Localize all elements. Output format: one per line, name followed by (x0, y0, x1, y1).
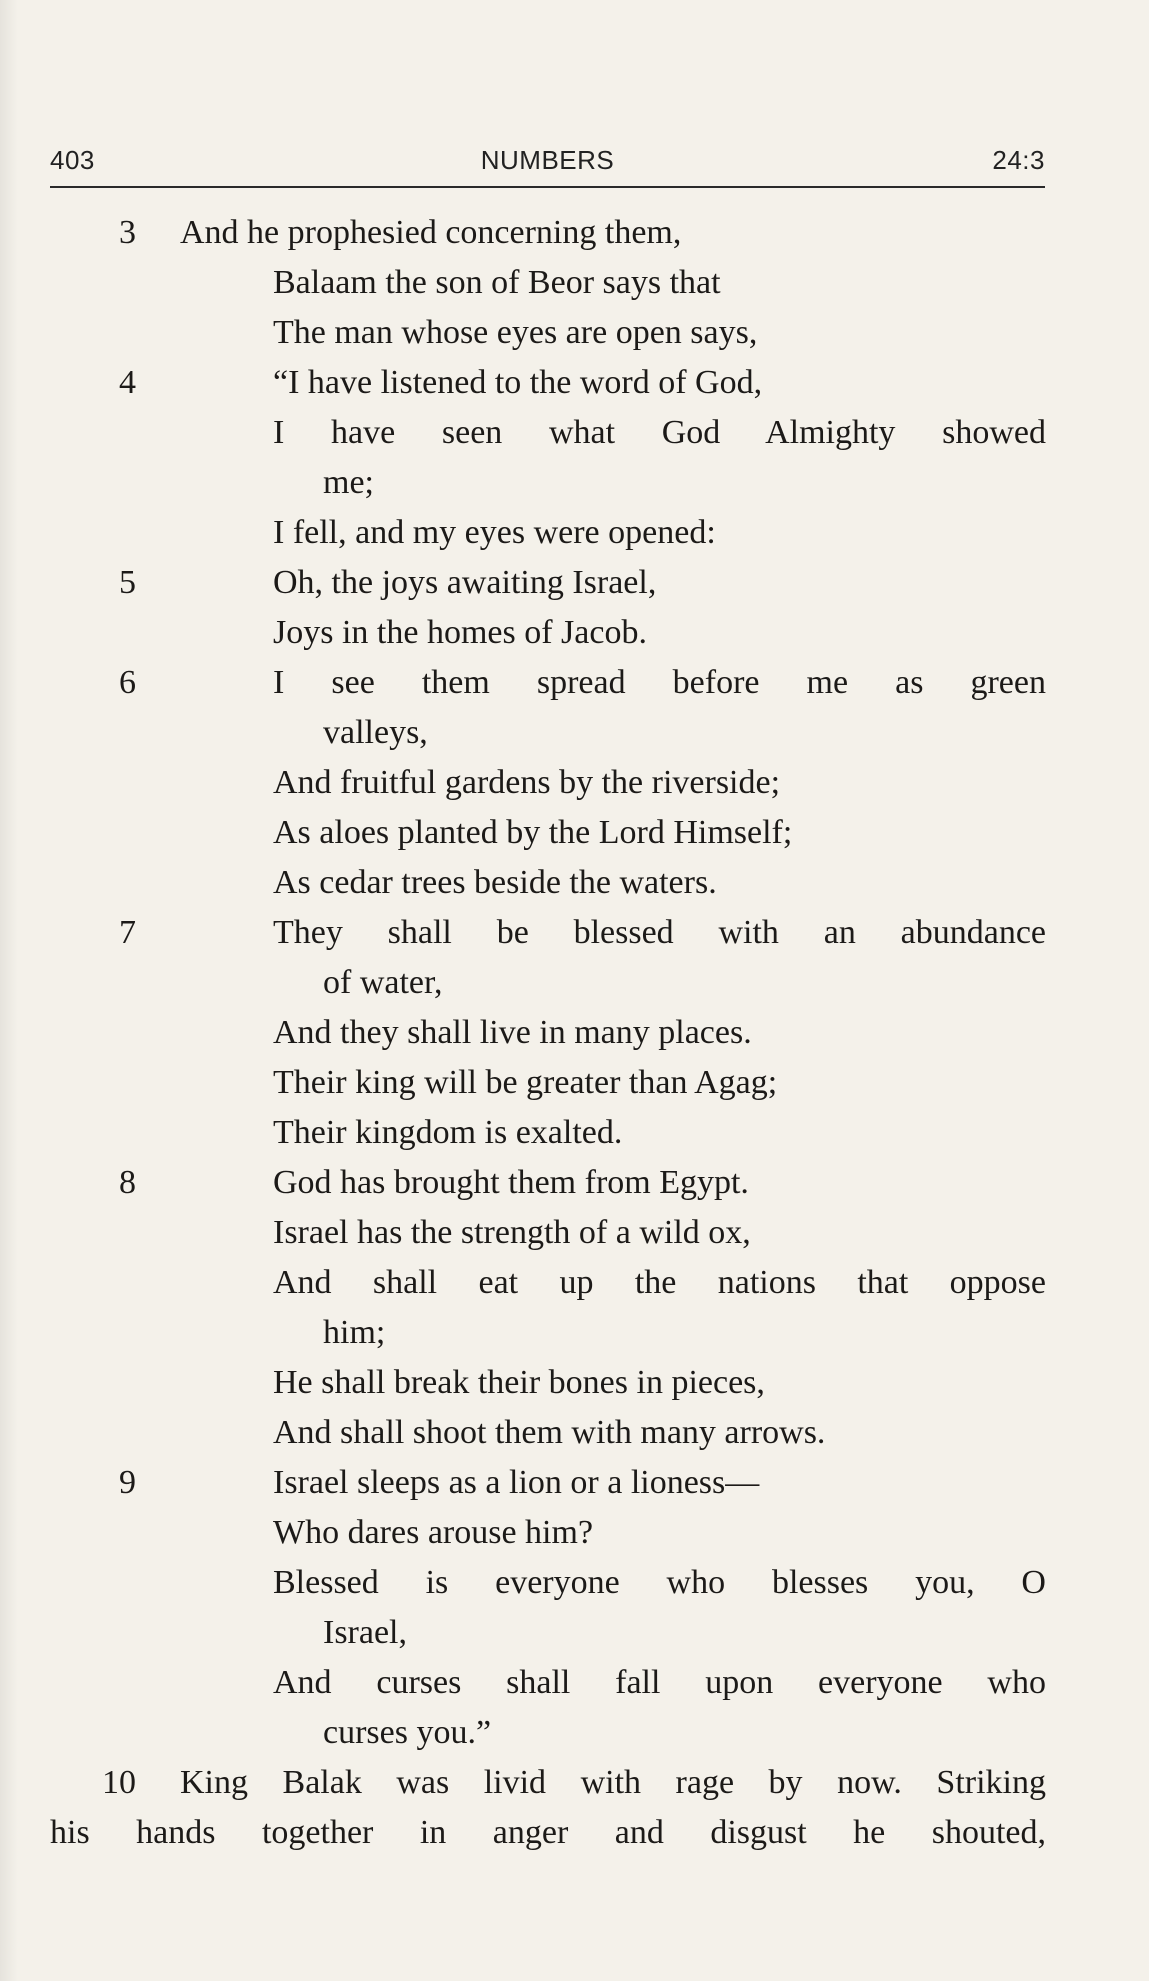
running-header (50, 145, 1045, 181)
verse-line: And shall shoot them with many arrows. (273, 1414, 826, 1451)
verse-number-8: 8 (119, 1164, 136, 1201)
verse-line-continuation: curses you.” (323, 1714, 492, 1751)
verse-line: As aloes planted by the Lord Himself; (273, 814, 793, 851)
verse-line: Their kingdom is exalted. (273, 1114, 623, 1151)
verse-line: They shall be blessed with an abundance (273, 914, 1046, 951)
verse-line: And he prophesied concerning them, (180, 214, 682, 251)
page-number: 403 (50, 145, 95, 175)
verse-line: Israel has the strength of a wild ox, (273, 1214, 751, 1251)
verse-line: Israel sleeps as a lion or a lioness— (273, 1464, 760, 1501)
verse-line: Balaam the son of Beor says that (273, 264, 721, 301)
verse-line-continuation: Israel, (323, 1614, 408, 1651)
verse-number-7: 7 (119, 914, 136, 951)
verse-line: I fell, and my eyes were opened: (273, 514, 716, 551)
verse-line: I have seen what God Almighty showed (273, 414, 1046, 451)
verse-number-9: 9 (119, 1464, 136, 1501)
verse-line: Oh, the joys awaiting Israel, (273, 564, 657, 601)
book-title: NUMBERS (480, 145, 615, 175)
verse-line: “I have listened to the word of God, (273, 364, 763, 401)
verse-line: The man whose eyes are open says, (273, 314, 758, 351)
verse-line-continuation: him; (323, 1314, 386, 1351)
prose-line: his hands together in anger and disgust he shouted, (50, 1814, 1046, 1851)
verse-number-5: 5 (119, 564, 136, 601)
verse-line: And shall eat up the nations that oppose (273, 1264, 1046, 1301)
verse-line-continuation: valleys, (323, 714, 428, 751)
header-rule (50, 186, 1045, 188)
verse-line-continuation: me; (323, 464, 374, 501)
verse-line: And they shall live in many places. (273, 1014, 752, 1051)
verse-line-continuation: of water, (323, 964, 443, 1001)
chapter-reference: 24:3 (992, 145, 1045, 175)
verse-line: And fruitful gardens by the riverside; (273, 764, 781, 801)
verse-line: Joys in the homes of Jacob. (273, 614, 647, 651)
prose-line: King Balak was livid with rage by now. Striking (180, 1764, 1046, 1801)
verse-line: God has brought them from Egypt. (273, 1164, 749, 1201)
verse-line: I see them spread before me as green (273, 664, 1046, 701)
verse-line: Who dares arouse him? (273, 1514, 594, 1551)
verse-number-6: 6 (119, 664, 136, 701)
verse-number-10: 10 (102, 1764, 136, 1801)
verse-line: He shall break their bones in pieces, (273, 1364, 765, 1401)
verse-line: As cedar trees beside the waters. (273, 864, 717, 901)
verse-number-4: 4 (119, 364, 136, 401)
verse-line: And curses shall fall upon everyone who (273, 1664, 1046, 1701)
verse-line: Blessed is everyone who blesses you, O (273, 1564, 1046, 1601)
verse-line: Their king will be greater than Agag; (273, 1064, 778, 1101)
verse-number-3: 3 (119, 214, 136, 251)
